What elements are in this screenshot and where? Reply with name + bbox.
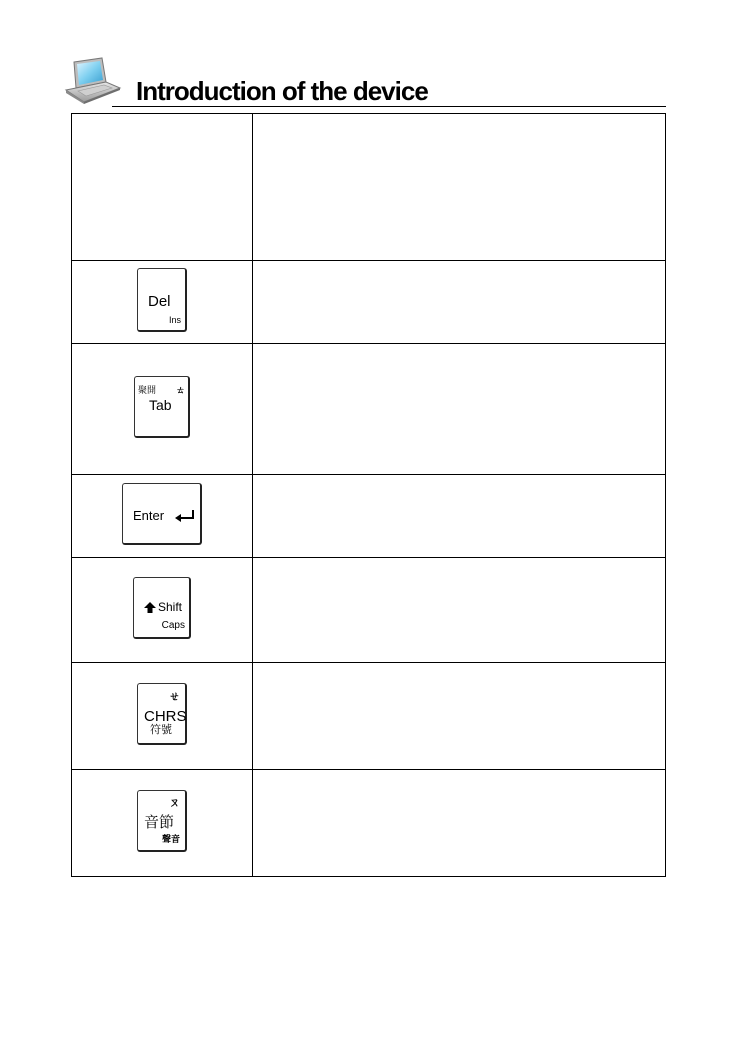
up-arrow-icon xyxy=(144,602,156,613)
table-row xyxy=(72,475,666,558)
key-main-label: Enter xyxy=(133,507,165,523)
key-description xyxy=(253,261,666,344)
key-top-left-label: 聚開 xyxy=(138,384,157,395)
key-cell-tab xyxy=(72,344,253,475)
key-main-label: Tab xyxy=(149,396,172,413)
key-sub-label: 聲音 xyxy=(161,833,180,844)
key-main-label: 音節 xyxy=(144,813,175,831)
key-main-label: Del xyxy=(148,292,171,310)
return-arrow-icon xyxy=(175,510,195,522)
key-cell-del xyxy=(72,261,253,344)
key-cell-chrs xyxy=(72,663,253,770)
table-row xyxy=(72,114,666,261)
table-row xyxy=(72,261,666,344)
yinjie-key xyxy=(137,790,187,852)
key-cell-enter xyxy=(72,475,253,558)
del-key xyxy=(137,268,187,332)
key-top-label: ㄝ xyxy=(169,690,180,703)
table-row xyxy=(72,770,666,877)
key-table xyxy=(71,113,666,877)
key-sub-label: 符號 xyxy=(150,723,172,736)
key-top-right-label: ㄊ xyxy=(175,384,185,395)
key-description xyxy=(253,114,666,261)
key-main-label: Shift xyxy=(158,599,183,614)
title-underline xyxy=(112,106,666,107)
key-cell-yinjie xyxy=(72,770,253,877)
page-title: Introduction of the device xyxy=(136,76,428,106)
table-row xyxy=(72,558,666,663)
key-description xyxy=(253,770,666,877)
key-cell-shift xyxy=(72,558,253,663)
key-description xyxy=(253,558,666,663)
key-top-label: ㄡ xyxy=(169,796,180,809)
table-row xyxy=(72,663,666,770)
shift-key xyxy=(133,577,191,639)
key-cell-blank xyxy=(72,114,253,261)
enter-key xyxy=(122,483,202,545)
laptop-icon xyxy=(62,56,124,106)
key-sub-label: Caps xyxy=(161,619,185,631)
key-description xyxy=(253,663,666,770)
key-main-label: CHRS xyxy=(144,707,187,725)
chrs-key xyxy=(137,683,187,745)
key-description xyxy=(253,475,666,558)
key-description xyxy=(253,344,666,475)
table-row xyxy=(72,344,666,475)
page-header xyxy=(62,56,666,108)
tab-key xyxy=(134,376,190,438)
key-sub-label: Ins xyxy=(168,314,181,325)
